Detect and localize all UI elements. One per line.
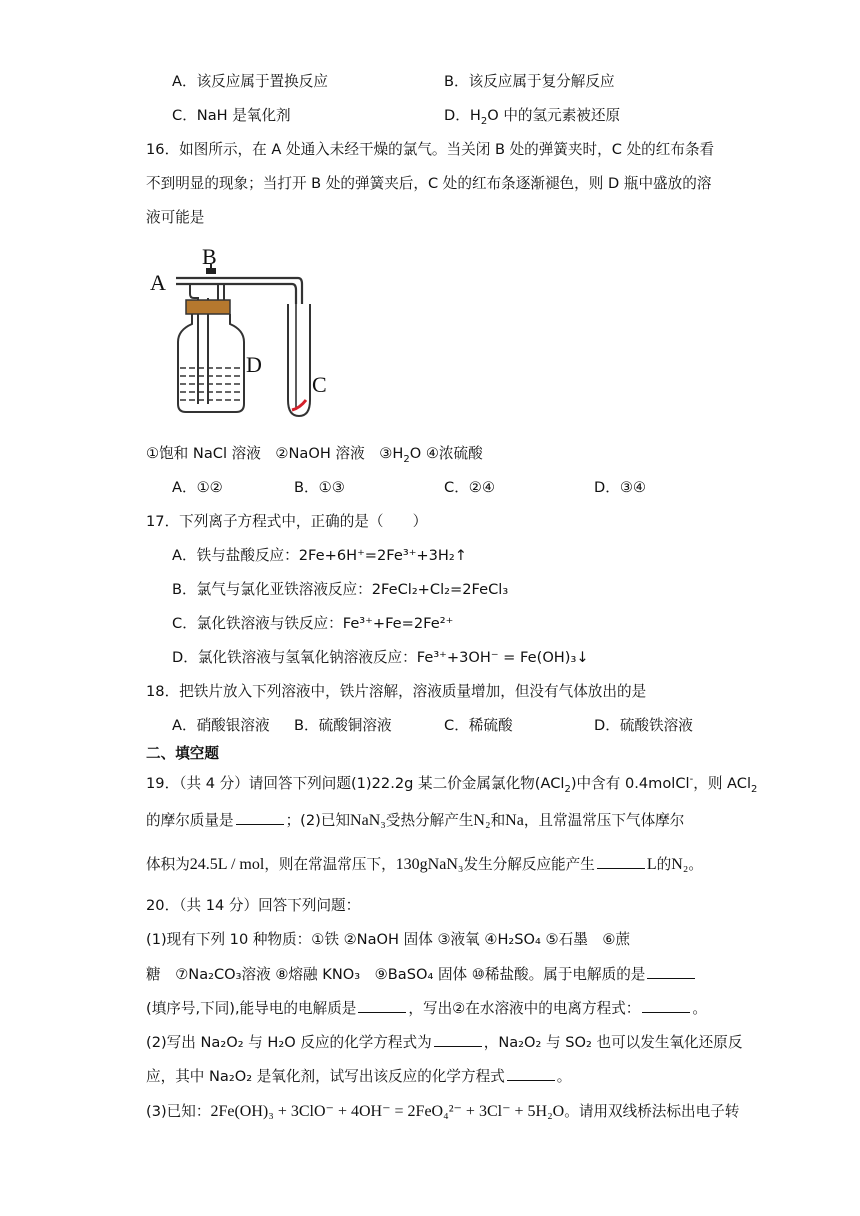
q18-stem: 18．把铁片放入下列溶液中，铁片溶解，溶液质量增加，但没有气体放出的是 (146, 683, 647, 700)
bottle-liquid (180, 368, 242, 400)
q19-l3-mid2: 发生分解反应能产生 (463, 856, 595, 873)
red-cloth-strip (292, 400, 306, 410)
q20-p1-l2-pre: 糖 ⑦Na₂CO₃溶液 ⑧熔融 KNO₃ ⑨BaSO₄ 固体 ⑩稀盐酸。属于电解质的是 (146, 966, 646, 983)
q18-option-c: C．稀硫酸 (444, 717, 513, 734)
label-c: C (312, 372, 327, 397)
q20-p1-l3-mid: ，写出②在水溶液中的电离方程式： (408, 1000, 641, 1017)
q18-option-a: A．硝酸银溶液 (172, 717, 270, 734)
q15-option-c: C．NaH 是氧化剂 (172, 107, 291, 124)
q16-stem-line-3: 液可能是 (146, 209, 205, 226)
q15-d-post: O 中的氢元素被还原 (487, 107, 621, 124)
q19-l1-mid2: ，则 ACl (693, 775, 752, 792)
gas-bottle (178, 314, 244, 412)
q16-items (146, 444, 483, 464)
q20-p1-l3-pre: (填序号,下同),能导电的电解质是 (146, 1000, 357, 1017)
q15-d-pre: D．H (444, 107, 481, 124)
q19-l3-post: 。 (688, 856, 703, 873)
q19-l1-sub2: 2 (751, 783, 758, 795)
q19-l2-math1: NaN₃ (350, 812, 386, 829)
q19-l1-mid: )中含有 0.4molCl (570, 775, 690, 792)
q20-p2-l2-post: 。 (556, 1068, 572, 1085)
q20-p2-l1-pre: (2)写出 Na₂O₂ 与 H₂O 反应的化学方程式为 (146, 1034, 432, 1051)
q15-d-sub: 2 (480, 115, 488, 127)
q19-l3-pre: 体积为 (146, 856, 190, 873)
answer-blank[interactable] (434, 1032, 482, 1047)
q16-option-b: B．①③ (294, 479, 345, 496)
q19-l3-math3: L (646, 856, 657, 873)
q20-p2-line-1 (146, 1032, 742, 1053)
q20-p2-l1-post: ，Na₂O₂ 与 SO₂ 也可以发生氧化还原反 (483, 1034, 743, 1051)
q20-stem: 20．（共 14 分）回答下列问题： (146, 897, 361, 914)
q18-option-b: B．硫酸铜溶液 (294, 717, 392, 734)
q16-option-a: A．①② (172, 479, 223, 496)
q17-option-a: A．铁与盐酸反应：2Fe+6H⁺=2Fe³⁺+3H₂↑ (172, 547, 467, 564)
q19-l2-pre: 的摩尔质量是 (146, 812, 234, 829)
answer-blank[interactable] (642, 998, 690, 1013)
answer-blank[interactable] (358, 998, 406, 1013)
q16-items-post: O ④浓硫酸 (409, 445, 483, 462)
q19-l1-sub: 2 (564, 783, 571, 795)
q15-option-d (444, 106, 620, 126)
q19-l2-mid: ；(2)已知 (285, 812, 351, 829)
q19-l1-sup: - (689, 774, 694, 786)
q16-option-d: D．③④ (594, 479, 646, 496)
q19-l2-mid2: 受热分解产生 (385, 812, 474, 829)
q16-stem-line-1: 16．如图所示，在 A 处通入未经干燥的氯气。当关闭 B 处的弹簧夹时，C 处的红布条看 (146, 141, 715, 158)
label-b: B (202, 244, 217, 269)
apparatus-figure (146, 244, 346, 424)
q19-l2-math3: Na (505, 812, 524, 829)
label-d: D (246, 352, 262, 377)
q19-l3-math4: N₂ (671, 856, 689, 873)
q20-p2-l2-pre: 应，其中 Na₂O₂ 是氧化剂，试写出该反应的化学方程式 (146, 1068, 505, 1085)
q20-p3-pre: (3)已知： (146, 1103, 211, 1120)
q20-p3-line (146, 1102, 739, 1122)
section-heading: 二、填空题 (146, 745, 219, 762)
q20-p3-post: 。请用双线桥法标出电子转 (564, 1103, 740, 1120)
q19-l2-post: ，且常温常压下气体摩尔 (523, 812, 685, 829)
q19-l2-math2: N₂ (473, 812, 491, 829)
q19-l2-mid3: 和 (490, 812, 506, 829)
q15-option-a: A．该反应属于置换反应 (172, 73, 328, 90)
q16-items-sub: 2 (403, 453, 410, 465)
q15-option-b: B．该反应属于复分解反应 (444, 73, 615, 90)
answer-blank[interactable] (597, 854, 645, 869)
q19-l3-math1: 24.5L / mol (189, 856, 265, 873)
q16-option-c: C．②④ (444, 479, 495, 496)
q19-l1-pre: 19．（共 4 分）请回答下列问题(1)22.2g 某二价金属氯化物(ACl (146, 775, 565, 792)
q19-l3-math2: 130gNaN₃ (395, 856, 464, 873)
q19-l3-mid3: 的 (656, 856, 672, 873)
q17-option-b: B．氯气与氯化亚铁溶液反应：2FeCl₂+Cl₂=2FeCl₃ (172, 581, 509, 598)
q19-line-1 (146, 774, 757, 794)
q19-line-2 (146, 810, 684, 831)
q20-p1-line-1: (1)现有下列 10 种物质：①铁 ②NaOH 固体 ③液氧 ④H₂SO₄ ⑤石墨 ⑥蔗 (146, 931, 631, 948)
q17-stem: 17．下列离子方程式中，正确的是（ ） (146, 513, 428, 530)
q20-p1-line-3 (146, 998, 707, 1019)
answer-blank[interactable] (647, 964, 695, 979)
q17-option-d: D．氯化铁溶液与氢氧化钠溶液反应：Fe³⁺+3OH⁻ = Fe(OH)₃↓ (172, 649, 589, 666)
q20-p1-line-2 (146, 964, 697, 985)
q19-l3-mid: ，则在常温常压下， (264, 856, 396, 873)
q18-option-d: D．硫酸铁溶液 (594, 717, 693, 734)
answer-blank[interactable] (507, 1066, 555, 1081)
bottle-stopper (186, 300, 230, 314)
q16-stem-line-2: 不到明显的现象；当打开 B 处的弹簧夹后，C 处的红布条逐渐褪色，则 D 瓶中盛放的溶 (146, 175, 712, 192)
answer-blank[interactable] (236, 810, 284, 825)
q16-items-pre: ①饱和 NaCl 溶液 ②NaOH 溶液 ③H (146, 445, 404, 462)
q20-p2-line-2 (146, 1066, 571, 1087)
q19-line-3 (146, 854, 703, 875)
q17-option-c: C．氯化铁溶液与铁反应：Fe³⁺+Fe=2Fe²⁺ (172, 615, 454, 632)
test-tube (288, 304, 310, 416)
q20-p3-equation: 2Fe(OH)₃ + 3ClO⁻ + 4OH⁻ = 2FeO₄²⁻ + 3Cl⁻ + 5H₂O (210, 1103, 565, 1120)
q20-p1-l3-post: 。 (692, 1000, 707, 1017)
label-a: A (150, 270, 166, 295)
